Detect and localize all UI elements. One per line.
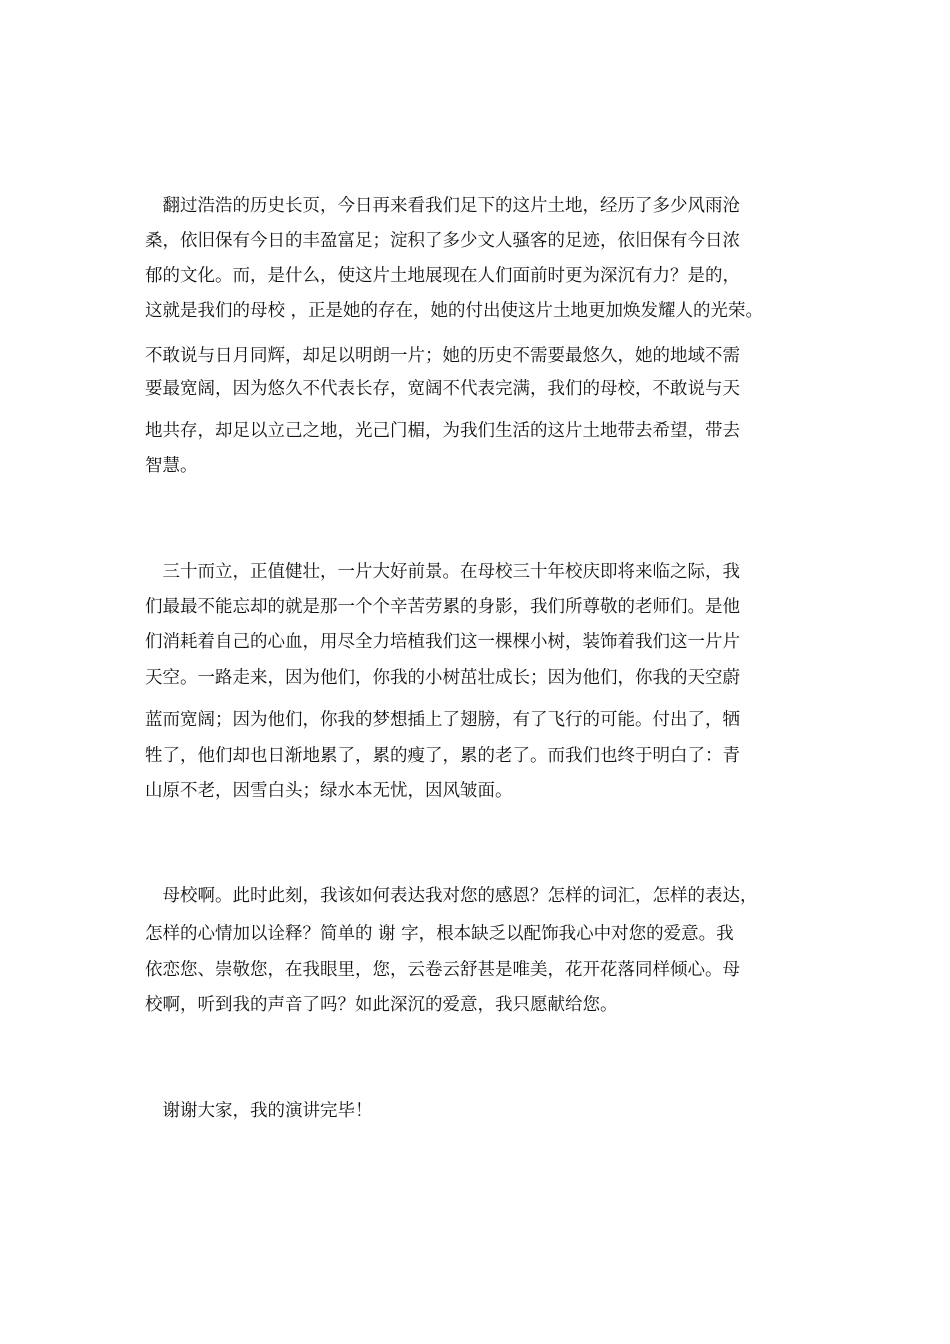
paragraph-line: 天空。一路走来，因为他们，你我的小树茁壮成长；因为他们，你我的天空蔚 xyxy=(145,668,740,688)
paragraph-line: 这就是我们的母校 ，正是她的存在，她的付出使这片土地更加焕发耀人的光荣。 xyxy=(145,301,764,321)
paragraph-line: 智慧。 xyxy=(145,456,198,476)
paragraph-line: 桑，依旧保有今日的丰盈富足；淀积了多少文人骚客的足迹，依旧保有今日浓 xyxy=(145,231,740,251)
paragraph-line: 要最宽阔，因为悠久不代表长存，宽阔不代表完满，我们的母校，不敢说与天 xyxy=(145,379,740,399)
paragraph-line: 不敢说与日月同辉，却足以明朗一片；她的历史不需要最悠久，她的地域不需 xyxy=(145,346,740,366)
paragraph-line: 山原不老，因雪白头；绿水本无忧，因风皱面。 xyxy=(145,781,513,801)
paragraph-line: 地共存，却足以立己之地，光己门楣，为我们生活的这片土地带去希望，带去 xyxy=(145,421,740,441)
paragraph-line: 翻过浩浩的历史长页，今日再来看我们足下的这片土地，经历了多少风雨沧 xyxy=(145,196,740,216)
paragraph-line: 蓝而宽阔；因为他们，你我的梦想插上了翅膀，有了飞行的可能。付出了，牺 xyxy=(145,710,740,730)
paragraph-line: 母校啊。此时此刻，我该如何表达我对您的感恩？怎样的词汇，怎样的表达， xyxy=(145,886,758,906)
paragraph-line: 校啊，听到我的声音了吗？如此深沉的爱意，我只愿献给您。 xyxy=(145,995,618,1015)
paragraph-line: 们消耗着自己的心血，用尽全力培植我们这一棵棵小树，装饰着我们这一片片 xyxy=(145,632,740,652)
paragraph-line: 三十而立，正值健壮，一片大好前景。在母校三十年校庆即将来临之际，我 xyxy=(145,562,740,582)
paragraph-line: 依恋您、崇敬您，在我眼里，您，云卷云舒甚是唯美，花开花落同样倾心。母 xyxy=(145,960,740,980)
paragraph-line: 牲了，他们却也日渐地累了，累的瘦了，累的老了。而我们也终于明白了：青 xyxy=(145,746,740,766)
paragraph-line: 怎样的心情加以诠释？简单的 谢 字，根本缺乏以配饰我心中对您的爱意。我 xyxy=(145,924,734,944)
closing-line: 谢谢大家，我的演讲完毕！ xyxy=(145,1101,373,1121)
paragraph-line: 郁的文化。而，是什么，使这片土地展现在人们面前时更为深沉有力？是的， xyxy=(145,266,740,286)
paragraph-line: 们最最不能忘却的就是那一个个辛苦劳累的身影，我们所尊敬的老师们。是他 xyxy=(145,597,740,617)
